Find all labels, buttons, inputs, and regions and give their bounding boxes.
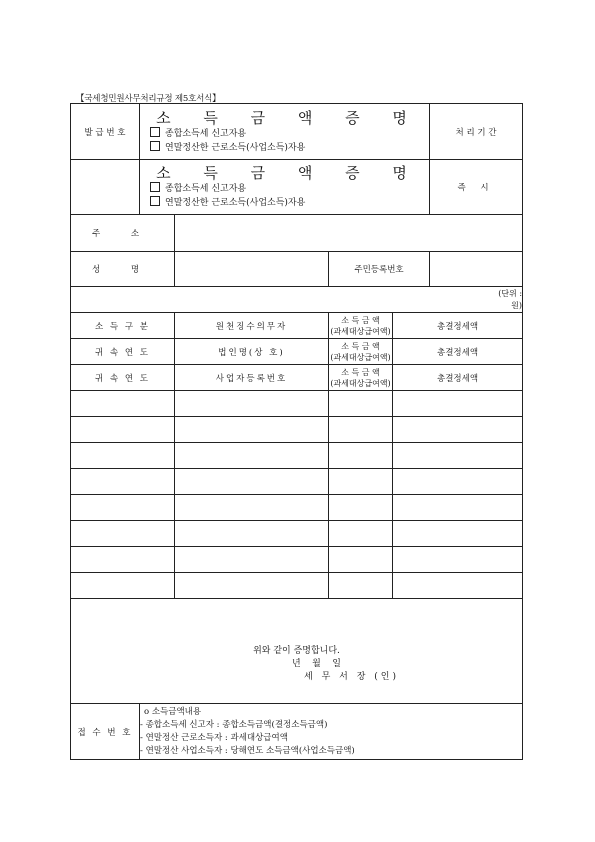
confirmation-date: 년 월 일 bbox=[292, 658, 341, 669]
issue-number-label: 발 급 번 호 bbox=[71, 104, 140, 160]
name-label: 성 명 bbox=[71, 252, 175, 287]
header-attribution-year: 귀 속 연 도 bbox=[71, 339, 175, 365]
checkbox-icon[interactable] bbox=[150, 182, 160, 192]
note-item: - 연말정산 사업소득자 : 당해연도 소득금액(사업소득금액) bbox=[140, 745, 355, 756]
rrn-label: 주민등록번호 bbox=[329, 252, 430, 287]
table-row bbox=[71, 547, 523, 573]
table-row bbox=[71, 469, 523, 495]
unit-note: (단위 : 원) bbox=[71, 287, 523, 313]
table-row bbox=[71, 417, 523, 443]
name-value[interactable] bbox=[175, 252, 329, 287]
table-row bbox=[71, 573, 523, 599]
confirmation-block bbox=[71, 599, 523, 704]
issue-number-value[interactable] bbox=[71, 160, 140, 215]
table-row bbox=[71, 391, 523, 417]
note-item: - 연말정산 근로소득자 : 과세대상급여액 bbox=[140, 732, 288, 743]
note-item: - 종합소득세 신고자 : 종합소득금액(결정소득금액) bbox=[140, 719, 328, 730]
income-certificate-form bbox=[70, 103, 523, 760]
header-total-tax: 총결정세액 bbox=[393, 313, 523, 339]
option-general-income-copy[interactable]: 종합소득세 신고자용 bbox=[140, 182, 429, 196]
header-corp-name: 법인명(상 호) bbox=[175, 339, 329, 365]
option-general-income[interactable]: 종합소득세 신고자용 bbox=[140, 127, 429, 141]
form-header-note: 【국세청민원사무처리규정 제5호서식】 bbox=[76, 94, 221, 104]
table-row bbox=[71, 495, 523, 521]
header-attribution-year: 귀 속 연 도 bbox=[71, 365, 175, 391]
form-title: 소 득 금 액 증 명 bbox=[156, 108, 421, 127]
header-withholder: 원천징수의무자 bbox=[175, 313, 329, 339]
header-income-amount: 소 득 금 액 (과세대상급여액) bbox=[329, 365, 393, 391]
income-notes bbox=[140, 704, 523, 760]
table-row bbox=[71, 443, 523, 469]
header-income-amount: 소 득 금 액 (과세대상급여액) bbox=[329, 339, 393, 365]
header-income-amount: 소 득 금 액 (과세대상급여액) bbox=[329, 313, 393, 339]
address-label: 주 소 bbox=[71, 215, 175, 252]
header-total-tax: 총결정세액 bbox=[393, 365, 523, 391]
checkbox-icon[interactable] bbox=[150, 141, 160, 151]
form-title-copy: 소 득 금 액 증 명 bbox=[156, 164, 421, 182]
option-year-end-copy[interactable]: 연말정산한 근로소득(사업소득)자용 bbox=[140, 196, 429, 210]
header-income-type: 소 득 구 분 bbox=[71, 313, 175, 339]
title-cell-1 bbox=[140, 104, 430, 160]
address-value[interactable] bbox=[175, 215, 523, 252]
table-row bbox=[71, 521, 523, 547]
processing-period-value: 즉 시 bbox=[430, 160, 523, 215]
processing-period-label: 처 리 기 간 bbox=[430, 104, 523, 160]
option-year-end[interactable]: 연말정산한 근로소득(사업소득)자용 bbox=[140, 141, 429, 155]
checkbox-icon[interactable] bbox=[150, 127, 160, 137]
tax-office-chief: 세 무 서 장 (인) bbox=[304, 671, 399, 682]
rrn-value[interactable] bbox=[430, 252, 523, 287]
confirmation-text: 위와 같이 증명합니다. bbox=[253, 645, 340, 656]
notes-title: o 소득금액내용 bbox=[144, 706, 202, 717]
header-business-reg-no: 사업자등록번호 bbox=[175, 365, 329, 391]
checkbox-icon[interactable] bbox=[150, 196, 160, 206]
receipt-number-label: 접 수 번 호 bbox=[71, 704, 140, 760]
title-cell-2 bbox=[140, 160, 430, 215]
header-total-tax: 총결정세액 bbox=[393, 339, 523, 365]
